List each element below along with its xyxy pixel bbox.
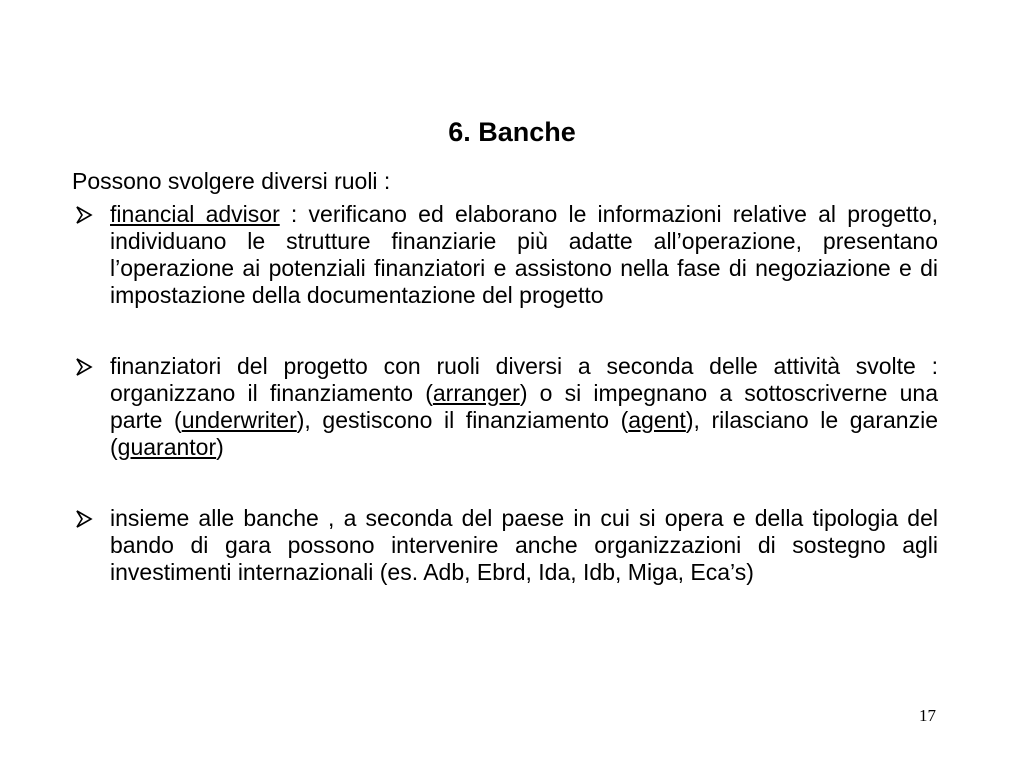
bullet-text: : verificano ed elaborano le informazioni relative al progetto, individuano le strutture finanziarie più adatte all’operazione, presentano l’operazione ai potenziali finanziatori e assistono nella fase di negoziazione e di impostazione della documentazione del progetto (110, 201, 938, 308)
bullet-term-underwriter: underwriter (181, 407, 297, 433)
bullet-term-agent: agent (628, 407, 686, 433)
arrow-bullet-icon (74, 509, 94, 529)
bullet-term: financial advisor (110, 201, 280, 227)
bullet-term-guarantor: guarantor (117, 434, 217, 460)
bullet-item-financial-advisor (72, 201, 938, 309)
bullet-text: ) o si impegnano a sottoscriverne una parte ( (110, 380, 939, 433)
bullet-term-arranger: arranger (432, 380, 520, 406)
arrow-bullet-icon (74, 357, 94, 377)
bullet-text: ), rilasciano le garanzie ( (110, 407, 938, 460)
bullet-text: finanziatori del progetto con ruoli diversi a seconda delle attività svolte : organizzano il finanziamento ( (110, 353, 938, 406)
arrow-bullet-icon (74, 205, 94, 225)
slide-title: 6. Banche (448, 117, 576, 147)
bullet-text: ), gestiscono il finanziamento ( (296, 407, 629, 433)
bullet-text: ) (216, 434, 224, 460)
slide-content (72, 168, 938, 586)
bullet-item-finanziatori (72, 353, 938, 461)
intro-text: Possono svolgere diversi ruoli : (72, 168, 391, 194)
bullet-item-insieme-alle-banche (72, 505, 938, 586)
page-number: 17 (919, 706, 936, 725)
bullet-text: insieme alle banche , a seconda del paese in cui si opera e della tipologia del bando di gara possono intervenire anche organizzazioni di sostegno agli investimenti internazionali (es. Adb, Ebrd, Ida, Idb, Miga, Eca’s) (110, 505, 938, 585)
